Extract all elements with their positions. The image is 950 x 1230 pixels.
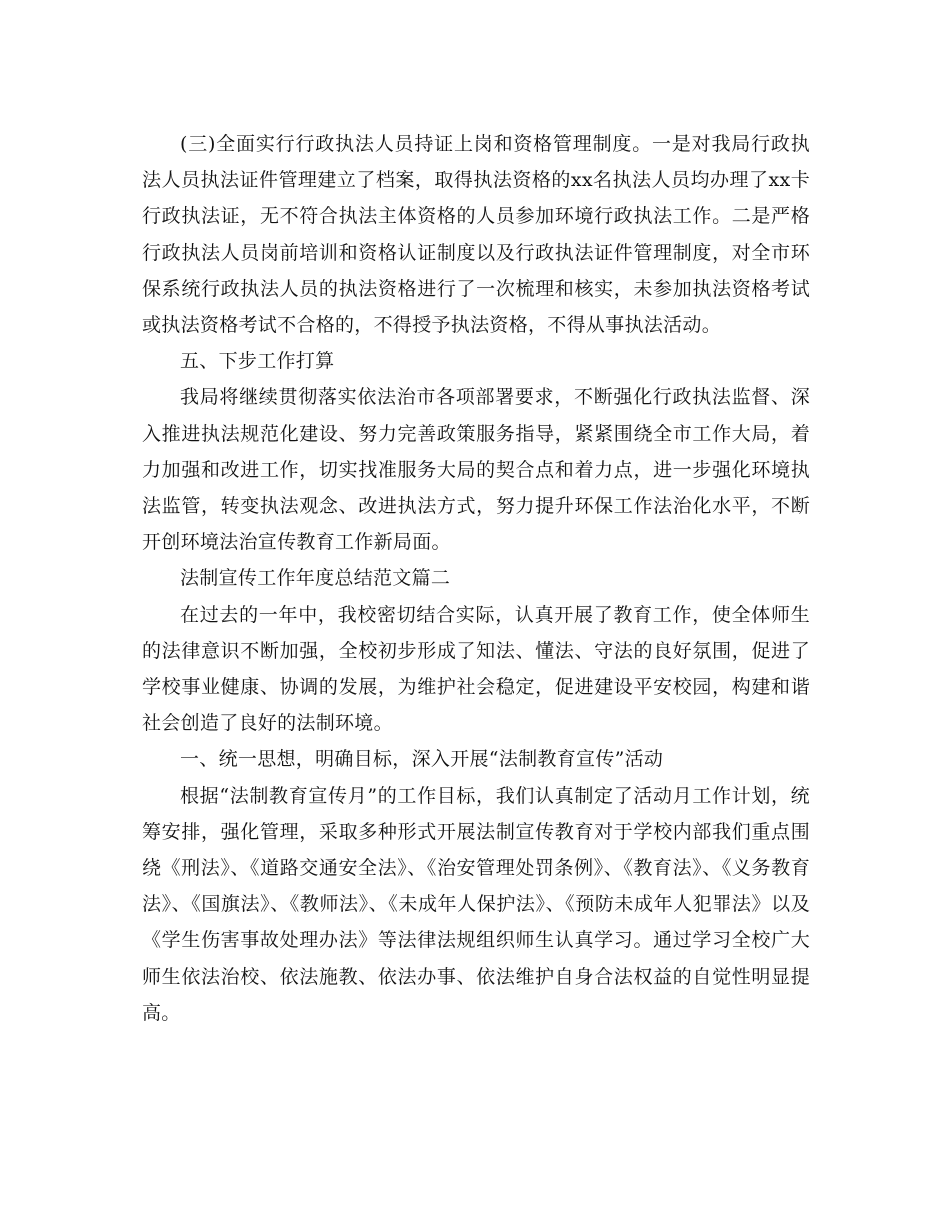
paragraph-next-steps: 我局将继续贯彻落实依法治市各项部署要求，不断强化行政执法监督、深入推进执法规范化建设、努力完善政策服务指导，紧紧围绕全市工作大局，着力加强和改进工作，切实找准服务大局的契合点和着力点，进一步强化环境执法监管，转变执法观念、改进执法方式，努力提升环保工作法治化水平，不断开创环境法治宣传教育工作新局面。	[142, 386, 810, 554]
paragraph-legal-education-month: 根据“法制教育宣传月”的工作目标，我们认真制定了活动月工作计划，统筹安排，强化管理，采取多种形式开展法制宣传教育对于学校内部我们重点围绕《刑法》、《道路交通安全法》、《治安管理处罚条例》、《教育法》、《义务教育法》、《国旗法》、《教师法》、《未成年人保护法》、《预防未成年人犯罪法》以及《学生伤害事故处理办法》等法律法规组织师生认真学习。通过学习全校广大师生依法治校、依法施教、依法办事、依法维护自身合法权益的自觉性明显提高。	[142, 784, 810, 1024]
paragraph-qualification-management: (三)全面实行行政执法人员持证上岗和资格管理制度。一是对我局行政执法人员执法证件管理建立了档案，取得执法资格的xx名执法人员均办理了xx卡行政执法证，无不符合执法主体资格的人员参加环境行政执法工作。二是严格行政执法人员岗前培训和资格认证制度以及行政执法证件管理制度，对全市环保系统行政执法人员的执法资格进行了一次梳理和核实，未参加执法资格考试或执法资格考试不合格的，不得授予执法资格，不得从事执法活动。	[142, 133, 810, 337]
document-body	[142, 126, 810, 1031]
paragraph-past-year: 在过去的一年中，我校密切结合实际，认真开展了教育工作，使全体师生的法律意识不断加强，全校初步形成了知法、懂法、守法的良好氛围，促进了学校事业健康、协调的发展，为维护社会稳定，促进建设平安校园，构建和谐社会创造了良好的法制环境。	[142, 603, 810, 735]
heading-section-one: 一、统一思想，明确目标，深入开展“法制教育宣传”活动	[180, 748, 664, 771]
heading-article-two: 法制宣传工作年度总结范文篇二	[180, 567, 451, 590]
heading-next-steps: 五、下步工作打算	[180, 350, 335, 373]
